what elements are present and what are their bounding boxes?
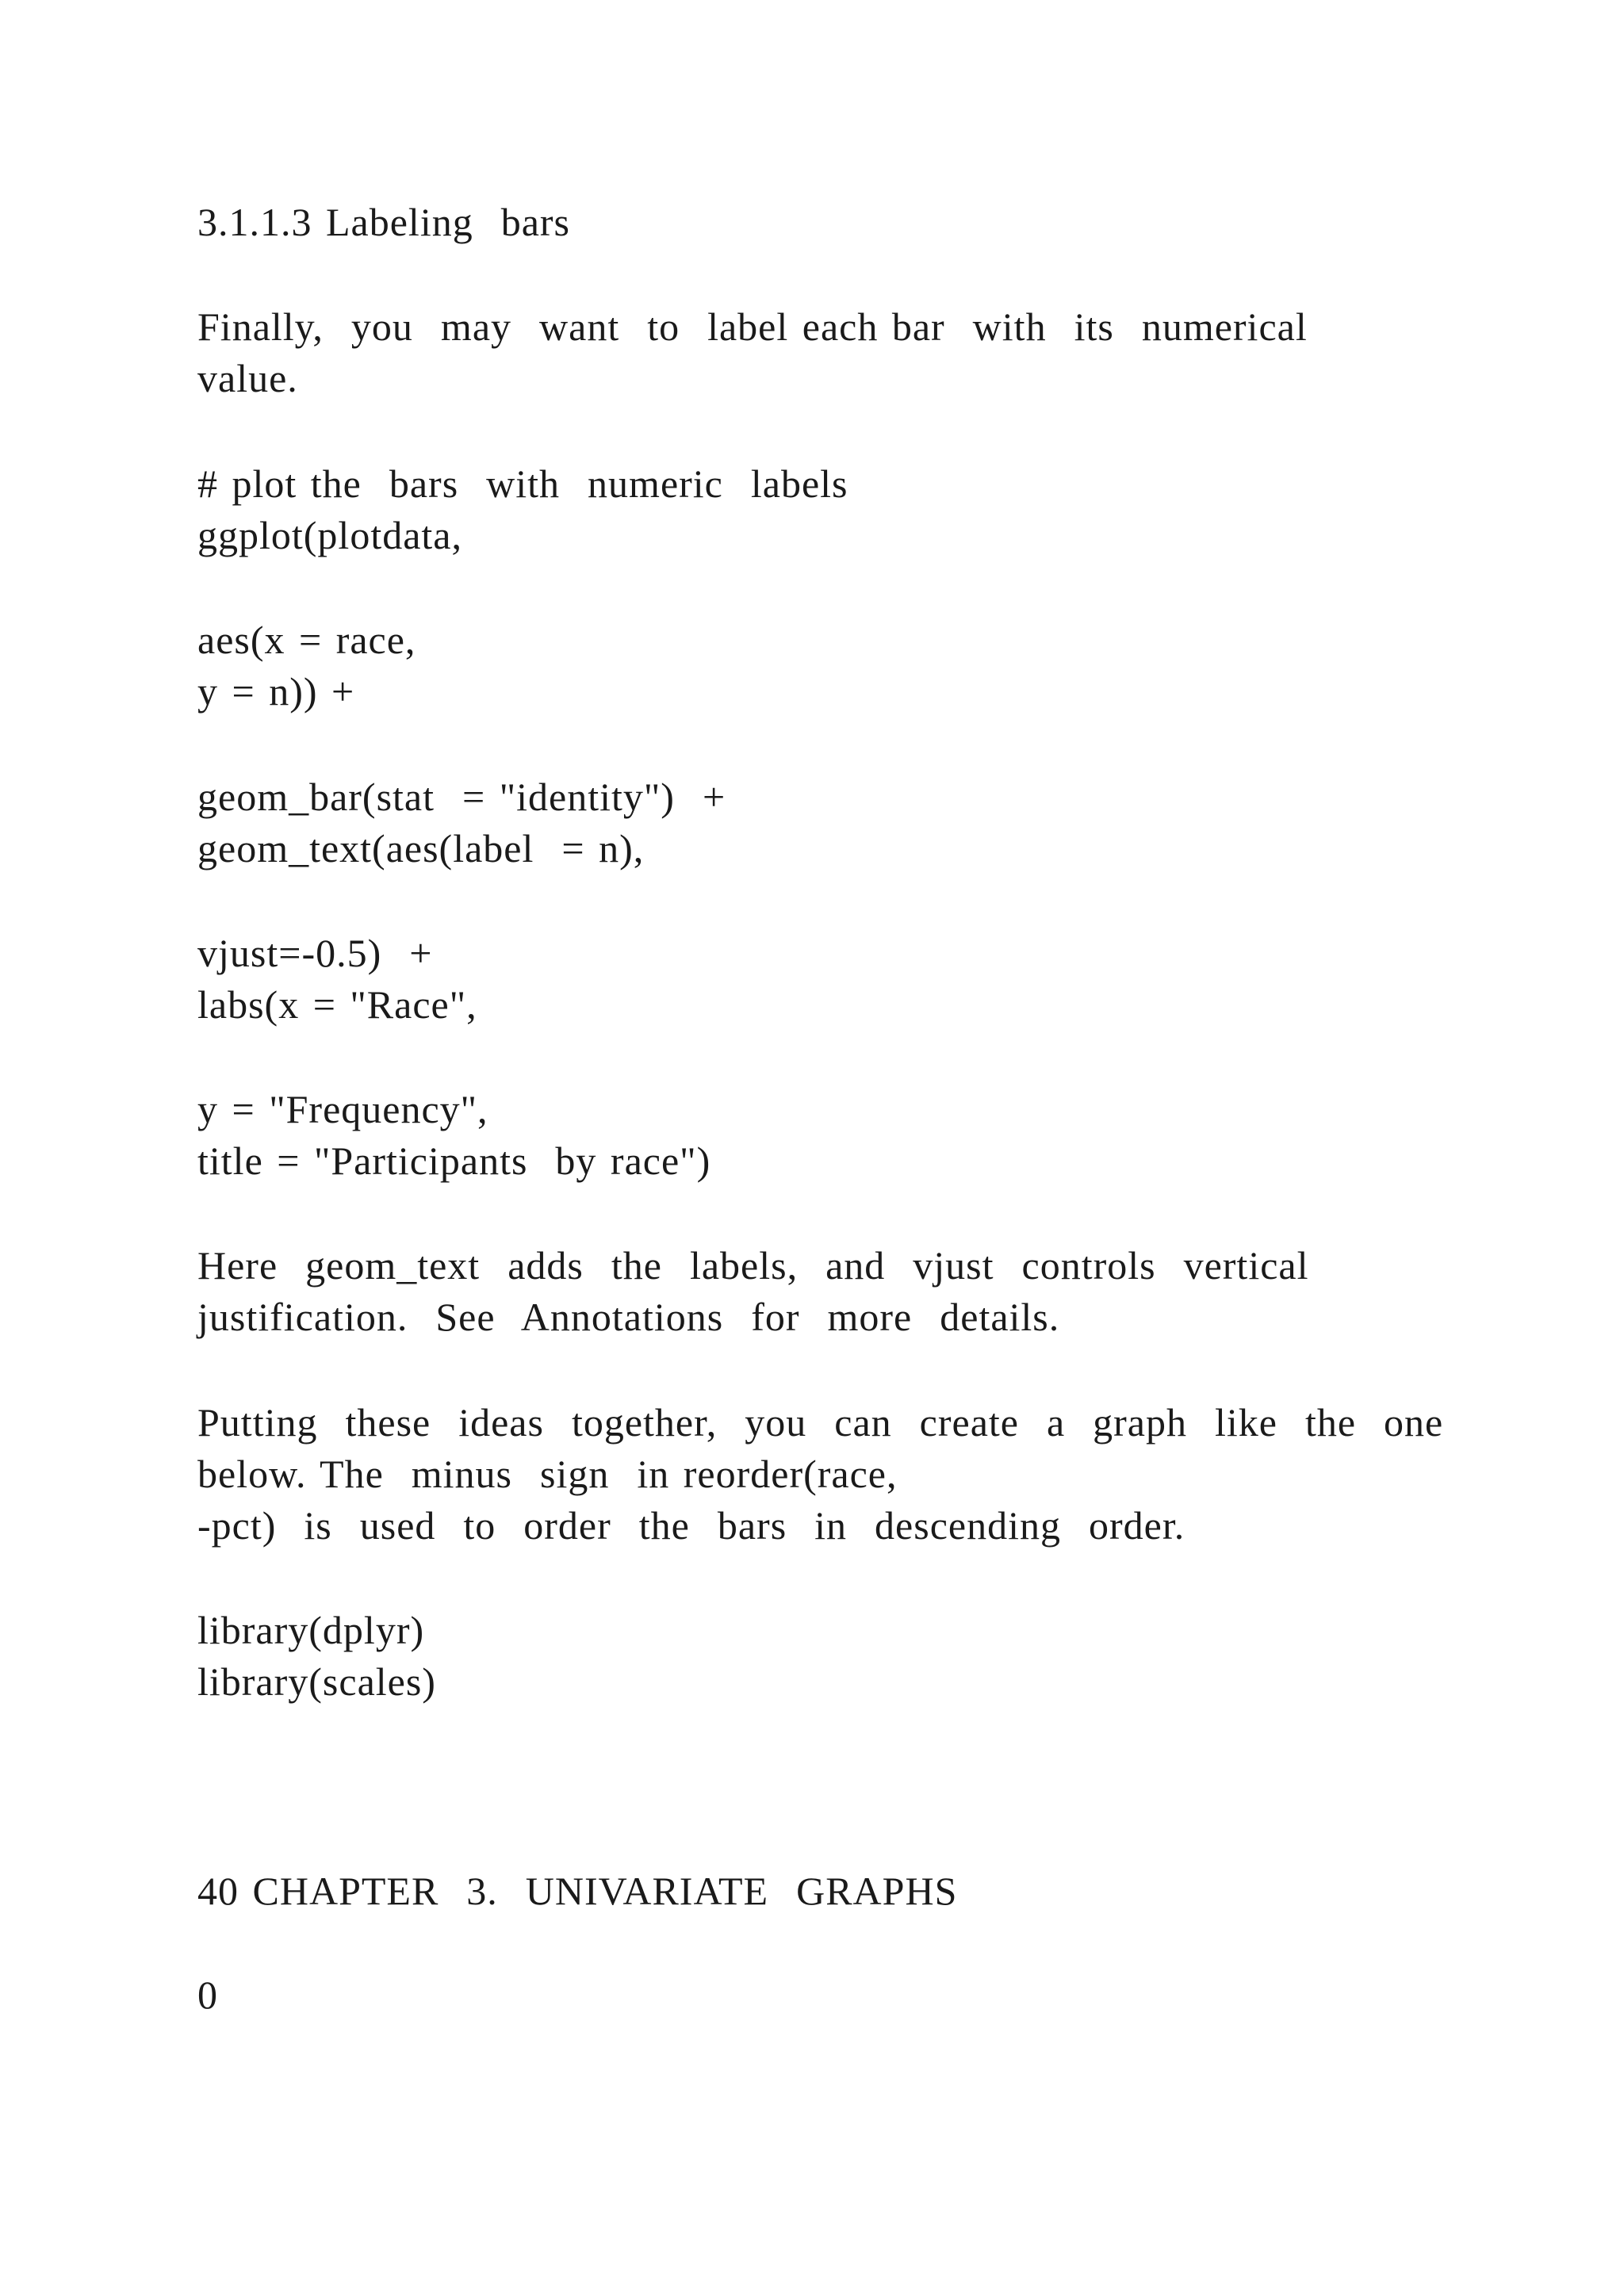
paragraph-line-1: Putting these ideas together, you can create a graph like the one	[197, 1400, 1444, 1445]
code-line-geom-text: geom_text(aes(label = n),	[197, 826, 645, 871]
intro-line-1: Finally, you may want to label each bar with its numerical	[197, 304, 1308, 349]
axis-fragment-zero: 0	[197, 1973, 218, 2017]
code-line-labs-x: labs(x = "Race",	[197, 982, 477, 1027]
intro-line-2: value.	[197, 356, 298, 400]
code-line-comment: # plot the bars with numeric labels	[197, 461, 848, 506]
code-line-vjust: vjust=-0.5) +	[197, 931, 433, 975]
explanation-line-1: Here geom_text adds the labels, and vjust controls vertical	[197, 1243, 1309, 1288]
code-line-library-scales: library(scales)	[197, 1659, 436, 1704]
running-header: 40 CHAPTER 3. UNIVARIATE GRAPHS	[197, 1869, 958, 1913]
code-line-library-dplyr: library(dplyr)	[197, 1608, 425, 1652]
explanation-line-2: justification. See Annotations for more details.	[197, 1295, 1060, 1339]
code-line-labs-y: y = "Frequency",	[197, 1087, 488, 1131]
code-line-aes-x: aes(x = race,	[197, 618, 416, 662]
code-line-aes-y: y = n)) +	[197, 669, 355, 714]
section-heading: 3.1.1.3 Labeling bars	[197, 200, 571, 244]
code-line-labs-title: title = "Participants by race")	[197, 1138, 711, 1183]
paragraph-line-3: -pct) is used to order the bars in descending order.	[197, 1503, 1185, 1548]
code-line-ggplot: ggplot(plotdata,	[197, 513, 462, 557]
code-line-geom-bar: geom_bar(stat = "identity") +	[197, 775, 726, 819]
paragraph-line-2: below. The minus sign in reorder(race,	[197, 1452, 898, 1496]
